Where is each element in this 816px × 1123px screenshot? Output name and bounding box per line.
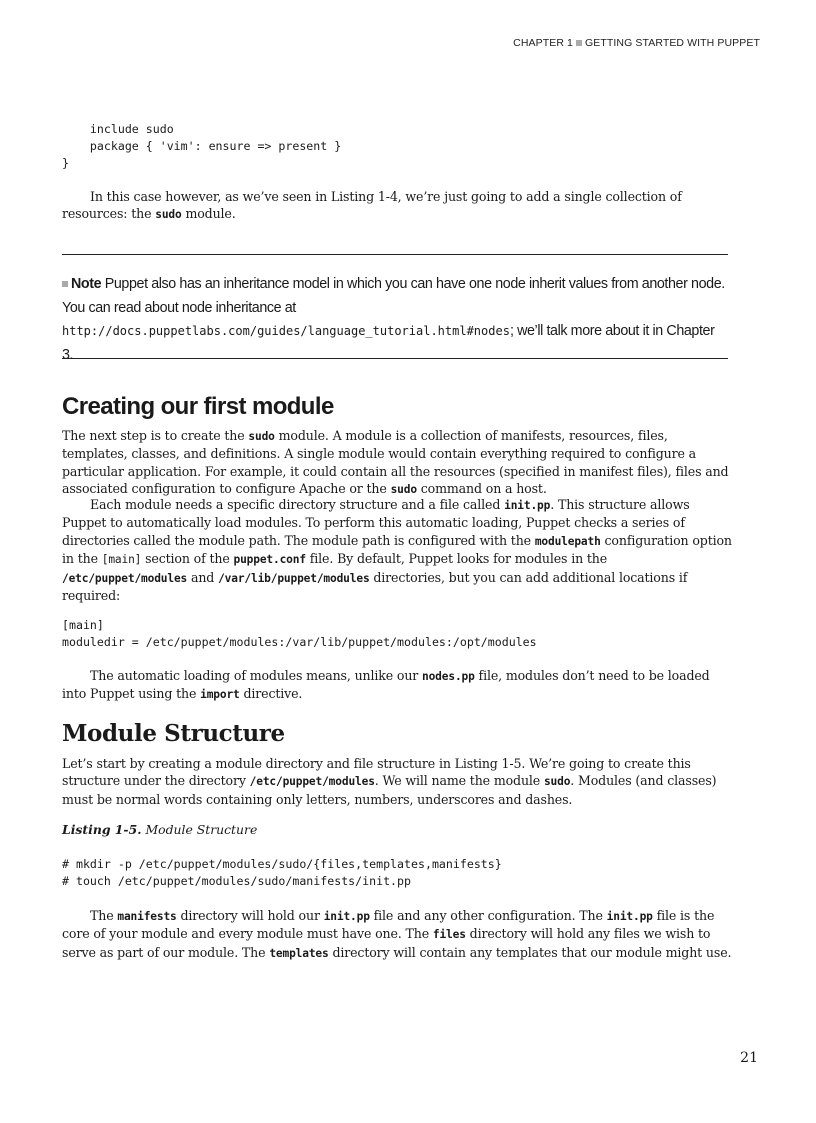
section-heading-creating-module: Creating our first module	[62, 393, 334, 420]
paragraph-sudo-module: In this case however, as we’ve seen in Listing 1-4, we’re just going to add a single collection of resources: the sudo module.	[62, 189, 682, 222]
square-bullet-icon	[576, 40, 582, 46]
code-block-node: include sudo package { 'vim': ensure => present } }	[62, 122, 342, 170]
paragraph-manifests-directory: The manifests directory will hold our init.pp file and any other configuration. The init.pp file is the core of your module and every module must have one. The files directory will hold any files we wish to serve as part of our module. The templates directory will contain any templates that our module might use.	[62, 908, 732, 960]
note-box: Note Puppet also has an inheritance model in which you can have one node inherit values from another node. You can read about node inheritance at http://docs.puppetlabs.com/guides/language_tutorial.html#nodes; we’ll talk more about it in Chapter 3.	[62, 276, 725, 363]
paragraph-automatic-loading: The automatic loading of modules means, unlike our nodes.pp file, modules don’t need to be loaded into Puppet using the import directive.	[62, 668, 710, 702]
chapter-label: CHAPTER 1	[513, 37, 573, 49]
code-block-mkdir: # mkdir -p /etc/puppet/modules/sudo/{files,templates,manifests} # touch /etc/puppet/modules/sudo/manifests/init.pp	[62, 857, 502, 888]
note-url: http://docs.puppetlabs.com/guides/language_tutorial.html#nodes	[62, 324, 510, 338]
paragraph-module-intro: The next step is to create the sudo module. A module is a collection of manifests, resources, files, templates, classes, and definitions. A single module would contain everything required to configure a particular application. For example, it could contain all the resources (specified in manifest files), files and associated configuration to configure Apache or the sudo command on a host.	[62, 428, 729, 497]
code-block-moduledir: [main] moduledir = /etc/puppet/modules:/var/lib/puppet/modules:/opt/modules	[62, 618, 537, 649]
paragraph-module-structure: Let’s start by creating a module directory and file structure in Listing 1-5. We’re going to create this structure under the directory /etc/puppet/modules. We will name the module sudo. Modules (and classes) must be normal words containing only letters, numbers, underscores and dashes.	[62, 756, 717, 807]
chapter-title: GETTING STARTED WITH PUPPET	[585, 37, 760, 49]
page-number: 21	[740, 1050, 758, 1066]
listing-caption: Listing 1-5. Module Structure	[62, 822, 258, 837]
section-heading-module-structure: Module Structure	[62, 720, 285, 747]
square-bullet-icon	[62, 281, 68, 287]
note-bottom-rule	[62, 358, 728, 359]
paragraph-module-path: Each module needs a specific directory structure and a file called init.pp. This structure allows Puppet to automatically load modules. To perform this automatic loading, Puppet checks a series of directories called the module path. The module path is configured with the modulepath configuration option in the [main] section of the puppet.conf file. By default, Puppet looks for modules in the /etc/puppet/modules and /var/lib/puppet/modules directories, but you can add additional locations if required:	[62, 497, 732, 604]
note-top-rule	[62, 254, 728, 255]
running-head	[513, 37, 760, 49]
